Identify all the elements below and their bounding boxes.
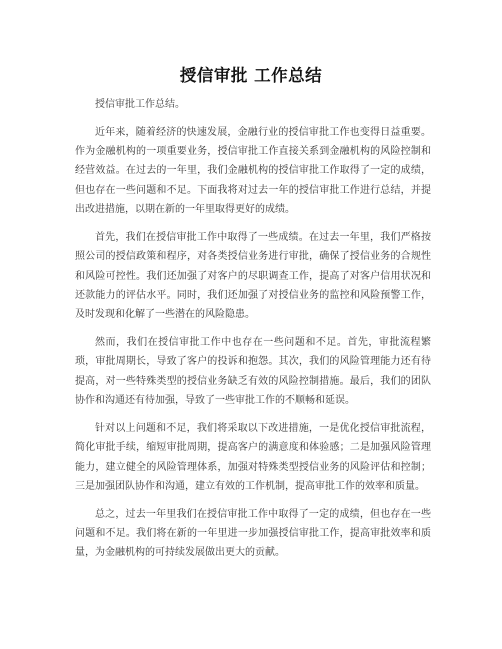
paragraph-achievements: 首先，我们在授信审批工作中取得了一些成绩。在过去一年里，我们严格按照公司的授信政策和程序，对各类授信业务进行审批，确保了授信业务的合规性和风险可控性。我们还加强了对客户的尽职调查工作，提高了对客户信用状况和还款能力的评估水平。同时，我们还加强了对授信业务的监控和风险预警工作，及时发现和化解了一些潜在的风险隐患。 [75,231,431,321]
paragraph-background: 近年来，随着经济的快速发展，金融行业的授信审批工作也变得日益重要。作为金融机构的一项重要业务，授信审批工作直接关系到金融机构的风险控制和经营效益。在过去的一年里，我们金融机构的授信审批工作取得了一定的成绩，但也存在一些问题和不足。下面我将对过去一年的授信审批工作进行总结，并提出改进措施，以期在新的一年里取得更好的成绩。 [75,126,431,216]
paragraph-intro: 授信审批工作总结。 [95,99,185,110]
document-title: 授信审批 工作总结 [179,66,323,85]
paragraph-improvements: 针对以上问题和不足，我们将采取以下改进措施，一是优化授信审批流程，简化审批手续，缩短审批周期，提高客户的满意度和体验感；二是加强风险管理能力，建立健全的风险管理体系，加强对特殊类型授信业务的风险评估和控制；三是加强团队协作和沟通，建立有效的工作机制，提高审批工作的效率和质量。 [75,422,431,493]
document-body [75,95,431,571]
paragraph-conclusion: 总之，过去一年里我们在授信审批工作中取得了一定的成绩，但也存在一些问题和不足。我们将在新的一年里进一步加强授信审批工作，提高审批效率和质量，为金融机构的可持续发展做出更大的贡献。 [75,508,431,559]
paragraph-problems: 然而，我们在授信审批工作中也存在一些问题和不足。首先，审批流程繁琐，审批周期长，导致了客户的投诉和抱怨。其次，我们的风险管理能力还有待提高，对一些特殊类型的授信业务缺乏有效的风险控制措施。最后，我们的团队协作和沟通还有待加强，导致了一些审批工作的不顺畅和延误。 [75,337,431,407]
